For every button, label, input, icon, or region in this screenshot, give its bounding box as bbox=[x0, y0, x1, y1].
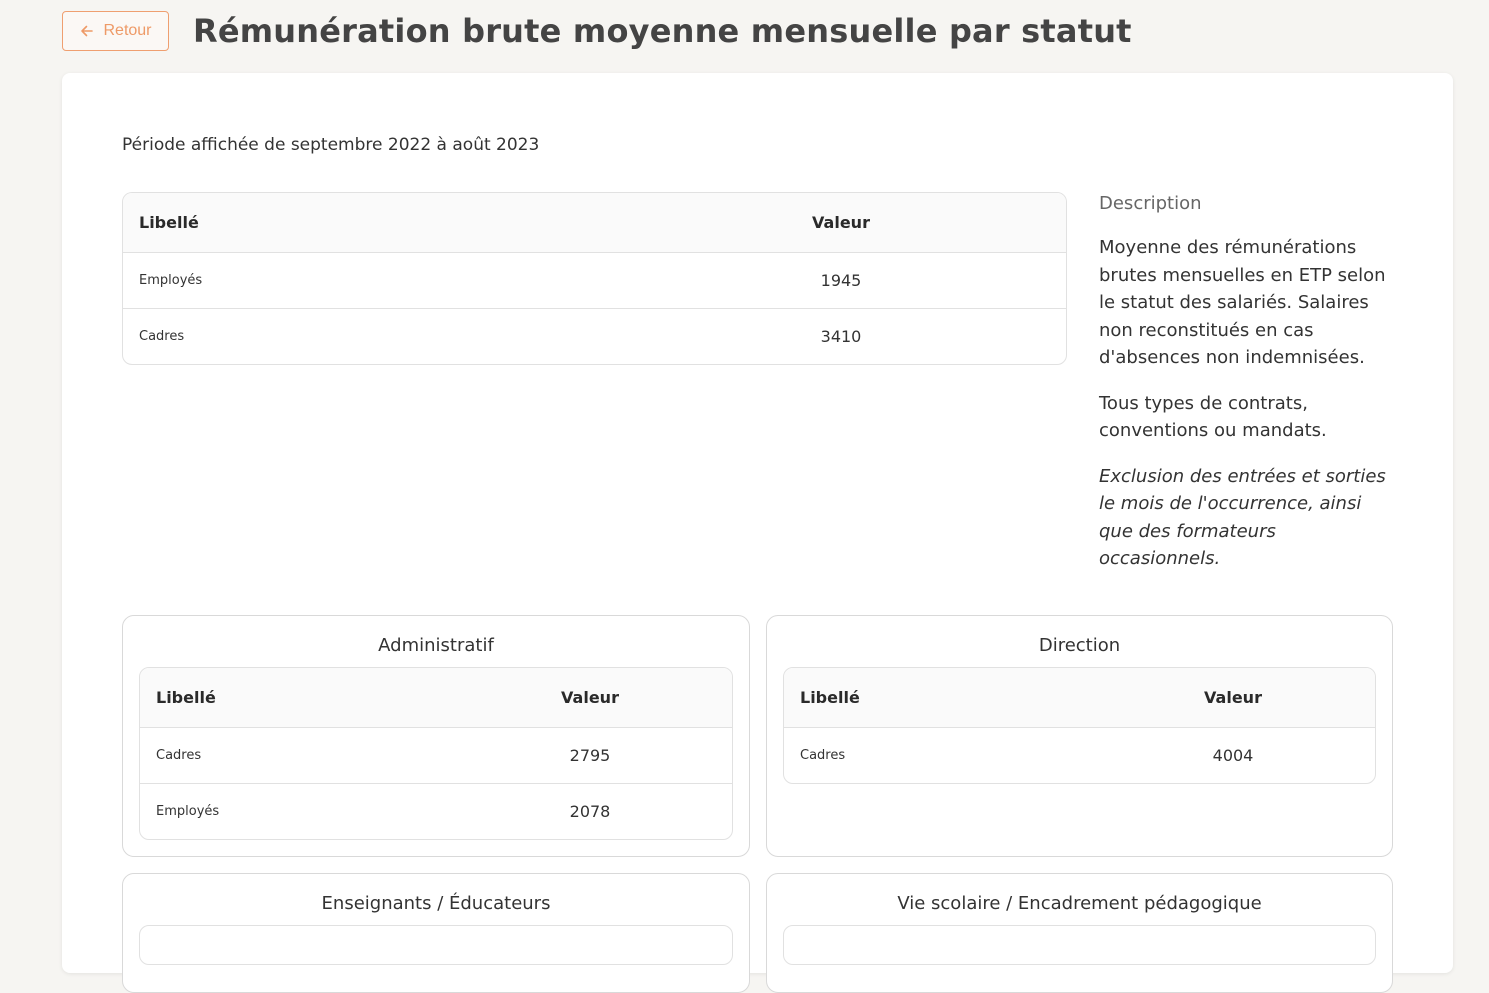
content-card bbox=[62, 73, 1453, 973]
section-card-enseignants bbox=[122, 873, 750, 993]
row-value: 2078 bbox=[569, 801, 611, 821]
description-text: Moyenne des rémunérations brutes mensuelles en ETP selon le statut des salariés. Salaires non reconstitués en cas d'absences non indemnisées. bbox=[1099, 237, 1386, 368]
col-header-value: Valeur bbox=[1091, 668, 1375, 727]
col-header-value: Valeur bbox=[448, 668, 732, 727]
section-table bbox=[783, 925, 1376, 965]
table-header-row bbox=[123, 193, 1066, 252]
description-scope: Tous types de contrats, conventions ou mandats. bbox=[1099, 392, 1327, 441]
section-title: Direction bbox=[1038, 635, 1121, 656]
table-header-row bbox=[140, 668, 732, 727]
table-row bbox=[140, 783, 732, 839]
section-card-administratif bbox=[122, 615, 750, 857]
description-exclusion: Exclusion des entrées et sorties le mois de l'occurrence, ainsi que des formateurs occasionnels. bbox=[1099, 465, 1386, 569]
table-row bbox=[123, 252, 1066, 308]
section-title: Vie scolaire / Encadrement pédagogique bbox=[897, 893, 1262, 914]
row-label: Employés bbox=[123, 252, 616, 308]
table-header-row bbox=[784, 668, 1375, 727]
page-title: Rémunération brute moyenne mensuelle par statut bbox=[193, 12, 1132, 50]
col-header-label: Libellé bbox=[784, 668, 1091, 727]
row-value: 4004 bbox=[1212, 745, 1254, 765]
section-title: Enseignants / Éducateurs bbox=[321, 893, 551, 914]
page-header bbox=[62, 11, 1132, 51]
row-value: 2795 bbox=[448, 727, 732, 783]
description-title: Description bbox=[1099, 193, 1202, 214]
row-value: 1945 bbox=[616, 252, 1066, 308]
row-label: Cadres bbox=[140, 727, 448, 783]
period-text: Période affichée de septembre 2022 à août 2023 bbox=[122, 135, 540, 155]
section-title: Administratif bbox=[378, 635, 494, 656]
row-value: 3410 bbox=[820, 326, 862, 346]
back-button[interactable] bbox=[62, 11, 169, 51]
row-label: Employés bbox=[156, 803, 220, 819]
col-header-label: Libellé bbox=[140, 668, 448, 727]
arrow-left-icon bbox=[79, 23, 95, 39]
description-panel bbox=[1099, 193, 1399, 591]
col-header-label: Libellé bbox=[123, 193, 616, 252]
row-label: Cadres bbox=[139, 328, 185, 344]
back-button-label: Retour bbox=[103, 22, 152, 39]
section-table bbox=[139, 925, 733, 965]
section-card-vie-scolaire bbox=[766, 873, 1393, 993]
main-table bbox=[122, 192, 1067, 365]
col-header-value: Valeur bbox=[616, 193, 1066, 252]
section-table bbox=[139, 667, 733, 840]
row-label: Cadres bbox=[800, 747, 846, 763]
table-row bbox=[140, 727, 732, 783]
section-card-direction bbox=[766, 615, 1393, 857]
table-row bbox=[784, 727, 1375, 783]
section-table bbox=[783, 667, 1376, 784]
table-row bbox=[123, 308, 1066, 364]
